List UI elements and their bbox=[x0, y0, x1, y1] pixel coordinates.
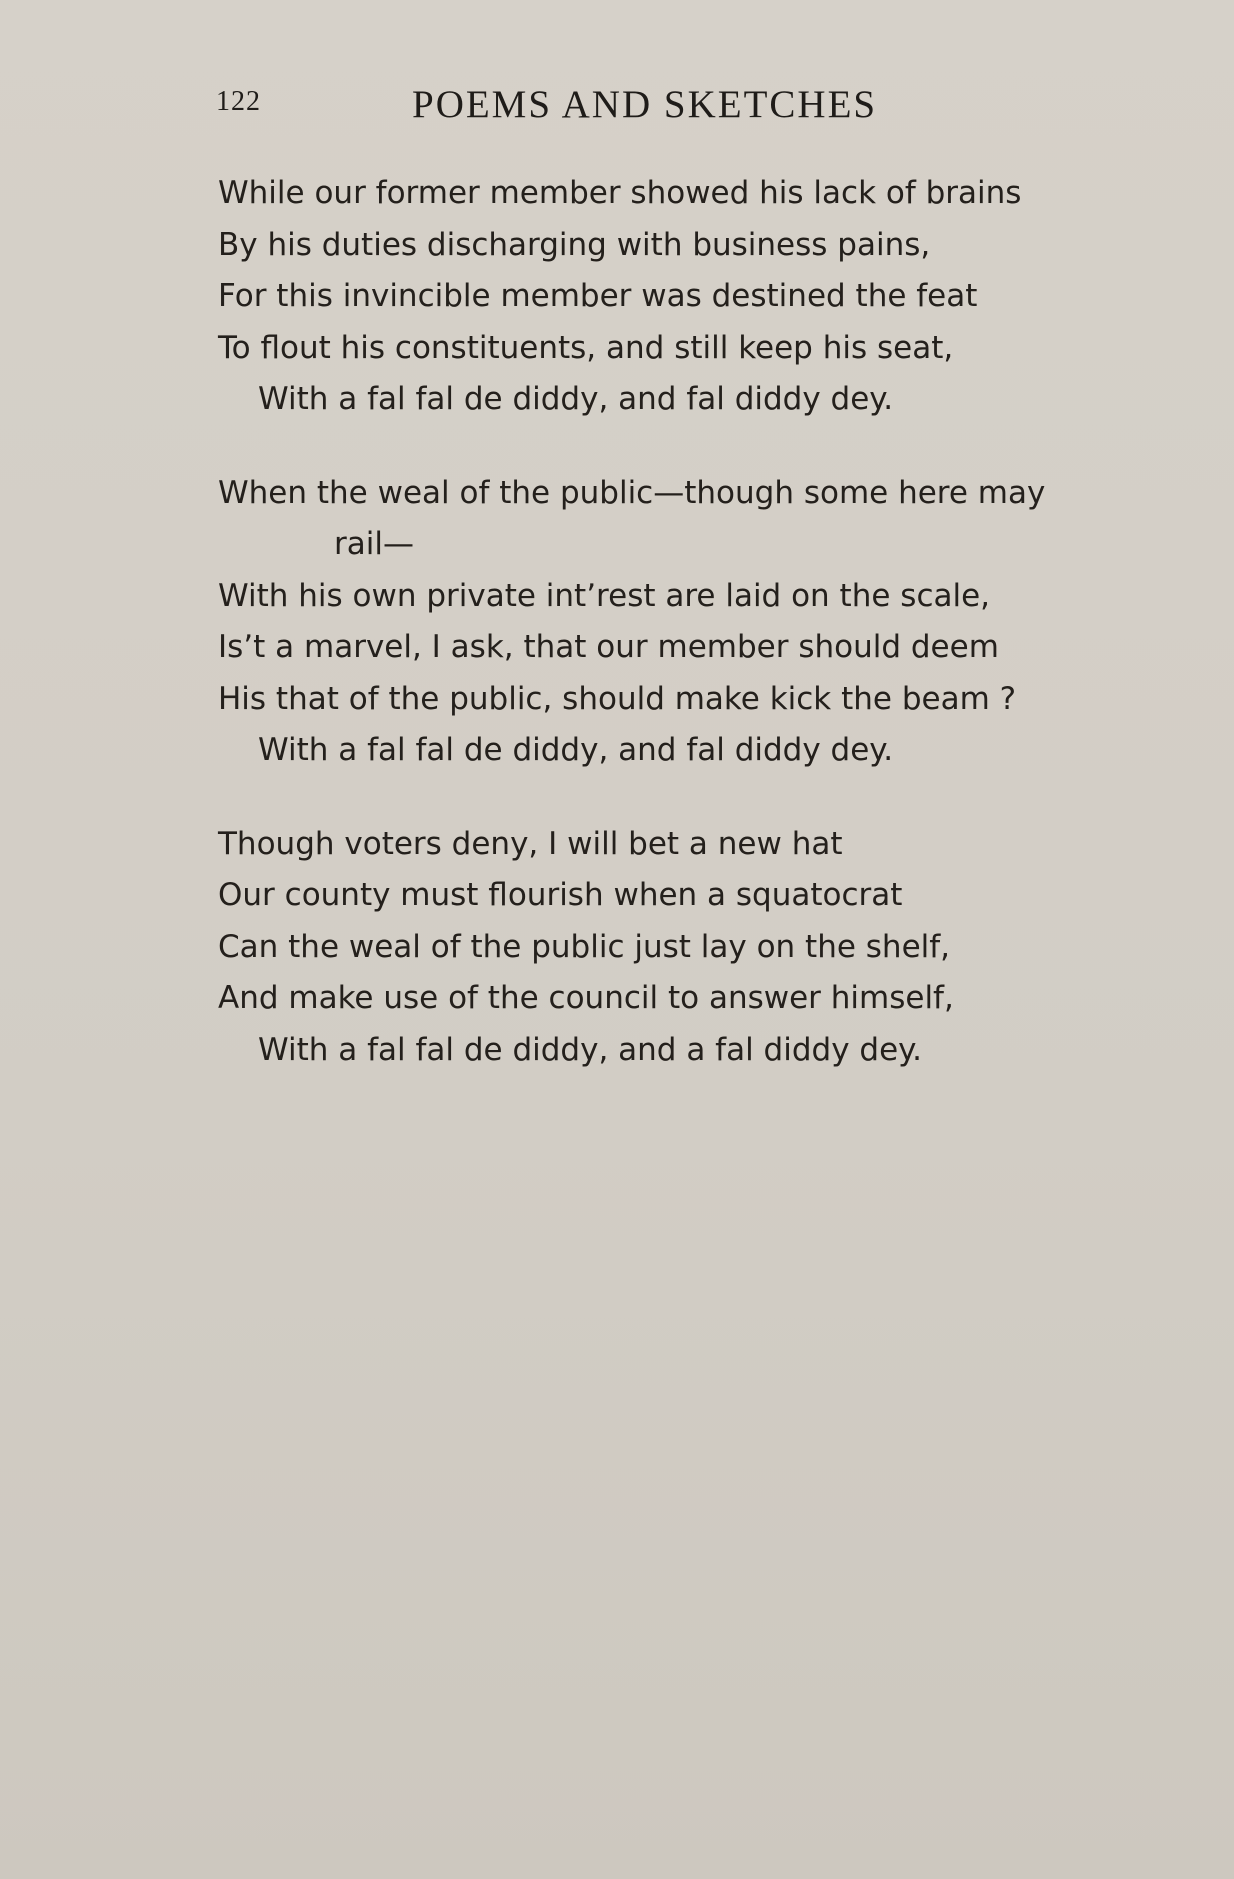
verse-line: To flout his constituents, and still keep his seat, bbox=[218, 329, 954, 366]
verse-line: Though voters deny, I will bet a new hat bbox=[218, 825, 843, 862]
verse-line: Can the weal of the public just lay on the shelf, bbox=[218, 928, 951, 965]
stanza-3 bbox=[218, 819, 1158, 1077]
verse-line: His that of the public, should make kick the beam ? bbox=[218, 680, 1017, 717]
running-head bbox=[216, 82, 950, 132]
page-number: 122 bbox=[216, 86, 261, 117]
verse-line: Is’t a marvel, I ask, that our member should deem bbox=[218, 629, 999, 665]
verse-line: And make use of the council to answer himself, bbox=[218, 980, 954, 1016]
verse-line: While our former member showed his lack of brains bbox=[218, 175, 1022, 211]
poem-body bbox=[218, 168, 1158, 1118]
stanza-1 bbox=[218, 168, 1158, 426]
stanza-2 bbox=[218, 468, 1158, 777]
refrain-line: With a fal fal de diddy, and fal diddy dey. bbox=[258, 381, 894, 417]
verse-line-turnover: rail— bbox=[334, 526, 414, 562]
refrain-line: With a fal fal de diddy, and fal diddy dey. bbox=[258, 732, 894, 768]
verse-line: With his own private int’rest are laid on the scale, bbox=[218, 577, 991, 614]
verse-line: By his duties discharging with business pains, bbox=[218, 226, 931, 263]
verse-line: When the weal of the public—though some here may bbox=[218, 474, 1046, 511]
verse-line: Our county must flourish when a squatocrat bbox=[218, 877, 903, 913]
book-title: POEMS AND SKETCHES bbox=[412, 83, 878, 126]
verse-line: For this invincible member was destined the feat bbox=[218, 278, 978, 314]
refrain-line: With a fal fal de diddy, and a fal diddy dey. bbox=[258, 1031, 922, 1068]
